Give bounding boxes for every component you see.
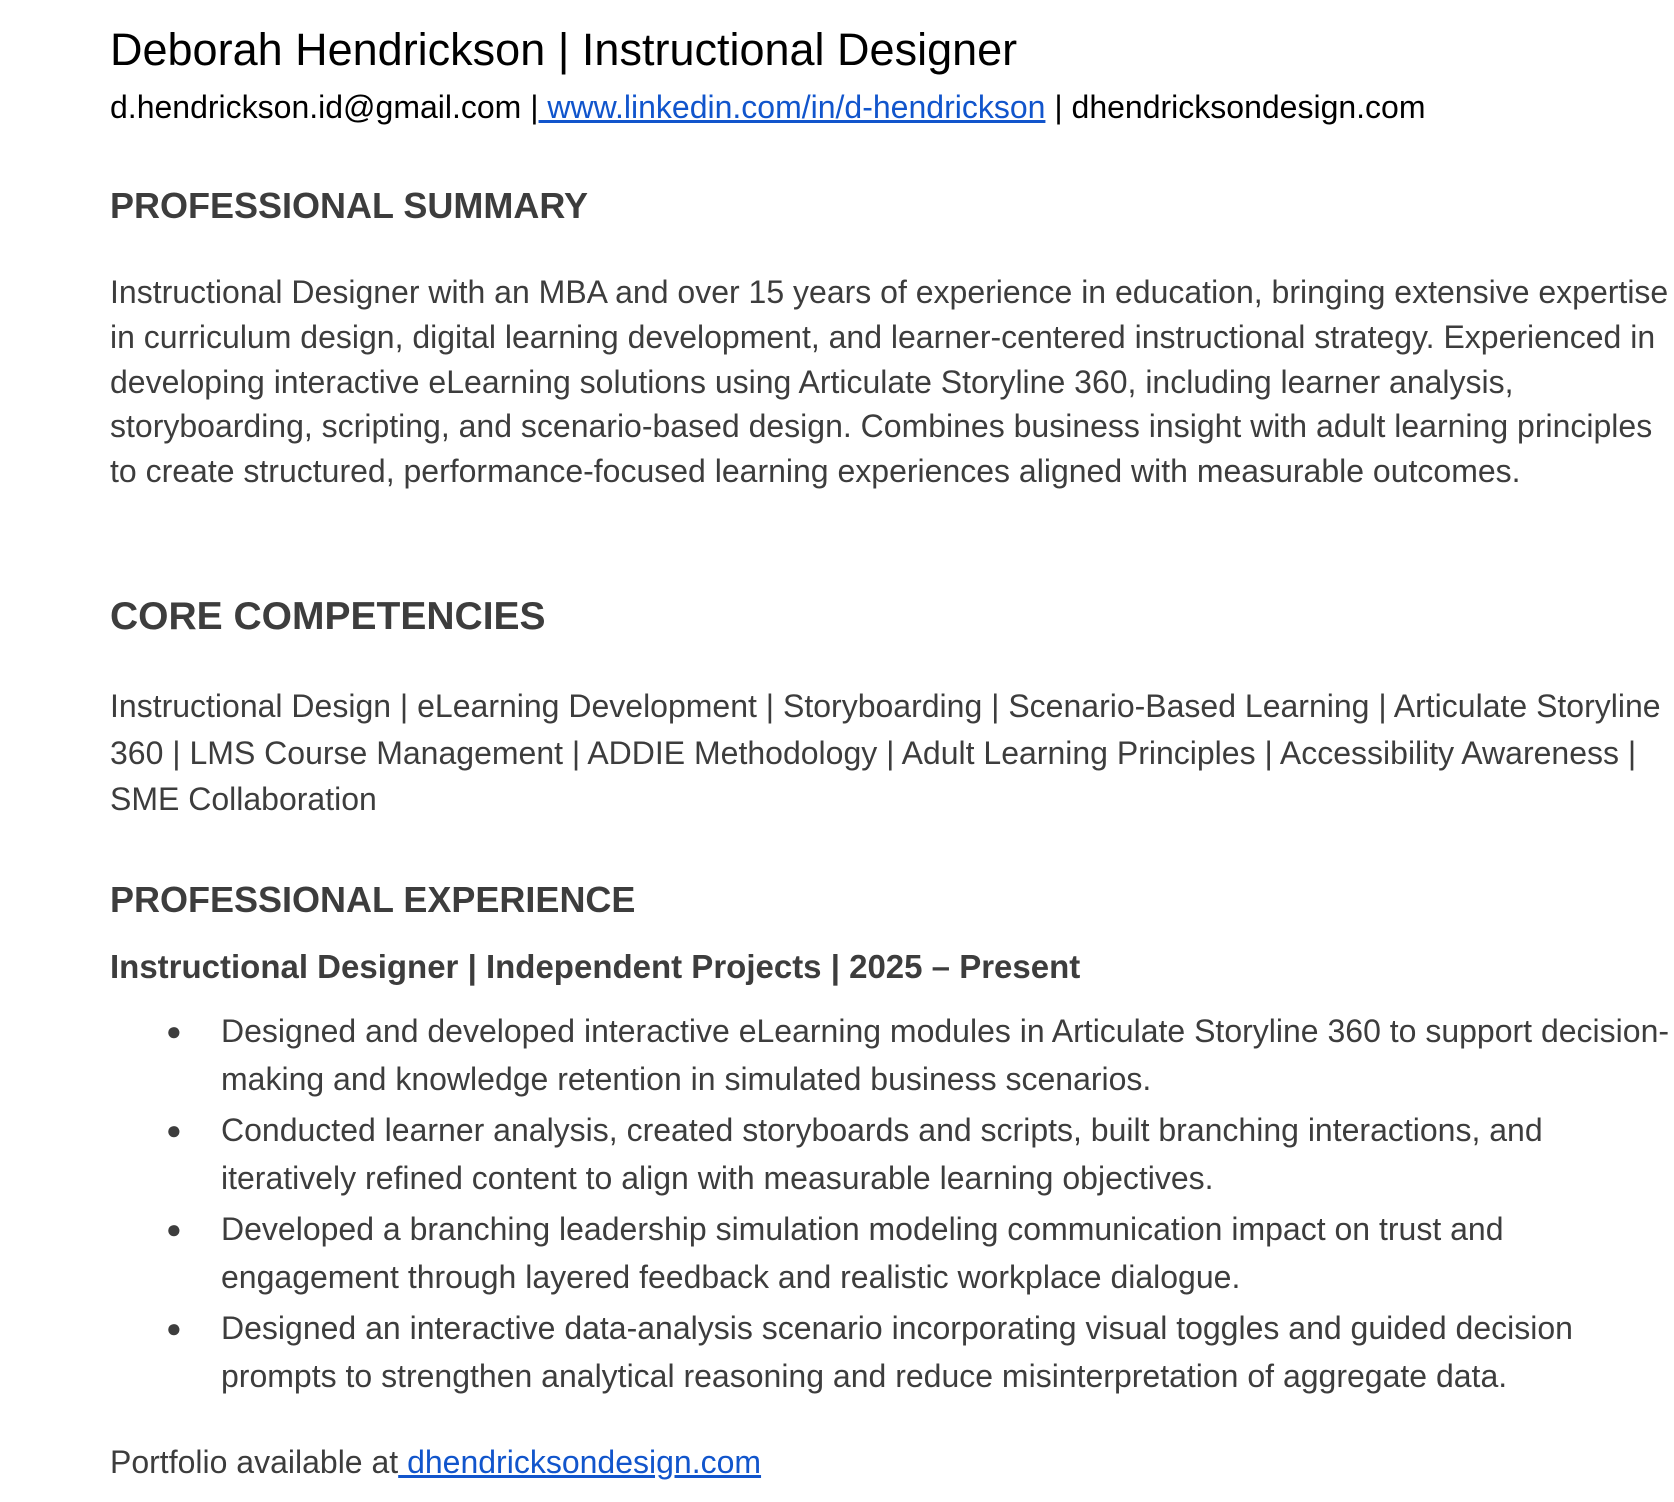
bullet-text: Designed an interactive data-analysis scenario incorporating visual toggles and guided decision prompts to strengthen analytical reasoning and reduce misinterpretation of aggregate data.: [221, 1310, 1573, 1394]
bullet-icon: ●: [166, 1016, 182, 1046]
separator: |: [521, 89, 539, 125]
experience-bullet: [110, 1107, 1670, 1202]
contact-line: [110, 87, 1426, 127]
bullet-text: Conducted learner analysis, created storyboards and scripts, built branching interactions, and iteratively refined content to align with measurable learning objectives.: [221, 1112, 1543, 1196]
portfolio-line: [110, 1441, 761, 1483]
name-title: Deborah Hendrickson | Instructional Designer: [110, 24, 1018, 75]
portfolio-label: Portfolio available at: [110, 1444, 399, 1480]
portfolio-link[interactable]: dhendricksondesign.com: [398, 1444, 762, 1480]
competencies-paragraph: Instructional Design | eLearning Development | Storyboarding | Scenario-Based Learning | Articulate Storyline 360 | LMS Course Management | ADDIE Methodology | Adult Learning Principles | Accessibility Awareness | SME Collaboration: [110, 688, 1661, 817]
experience-bullet-list: [110, 1008, 1670, 1404]
bullet-icon: ●: [166, 1214, 182, 1244]
bullet-text: Designed and developed interactive eLearning modules in Articulate Storyline 360 to support decision-making and knowledge retention in simulated business scenarios.: [221, 1013, 1670, 1097]
experience-bullet: [110, 1305, 1670, 1400]
experience-bullet: [110, 1008, 1670, 1103]
linkedin-link[interactable]: www.linkedin.com/in/d-hendrickson: [538, 89, 1046, 125]
bullet-text: Developed a branching leadership simulation modeling communication impact on trust and engagement through layered feedback and realistic workplace dialogue.: [221, 1211, 1504, 1295]
email-text: d.hendrickson.id@gmail.com: [110, 89, 522, 125]
bullet-icon: ●: [166, 1115, 182, 1145]
bullet-icon: ●: [166, 1313, 182, 1343]
website-text: dhendricksondesign.com: [1071, 89, 1426, 125]
experience-heading: PROFESSIONAL EXPERIENCE: [110, 879, 636, 920]
job-title: Instructional Designer | Independent Projects | 2025 – Present: [110, 948, 1081, 985]
separator: |: [1045, 89, 1072, 125]
summary-heading: PROFESSIONAL SUMMARY: [110, 185, 589, 226]
competencies-heading: CORE COMPETENCIES: [110, 595, 546, 638]
experience-bullet: [110, 1206, 1670, 1301]
summary-paragraph: Instructional Designer with an MBA and over 15 years of experience in education, bringing extensive expertise in curriculum design, digital learning development, and learner-centered instructional strategy. Experienced in developing interactive eLearning solutions using Articulate Storyline 360, including learner analysis, storyboarding, scripting, and scenario-based design. Combines business insight with adult learning principles to create structured, performance-focused learning experiences aligned with measurable outcomes.: [110, 274, 1669, 490]
